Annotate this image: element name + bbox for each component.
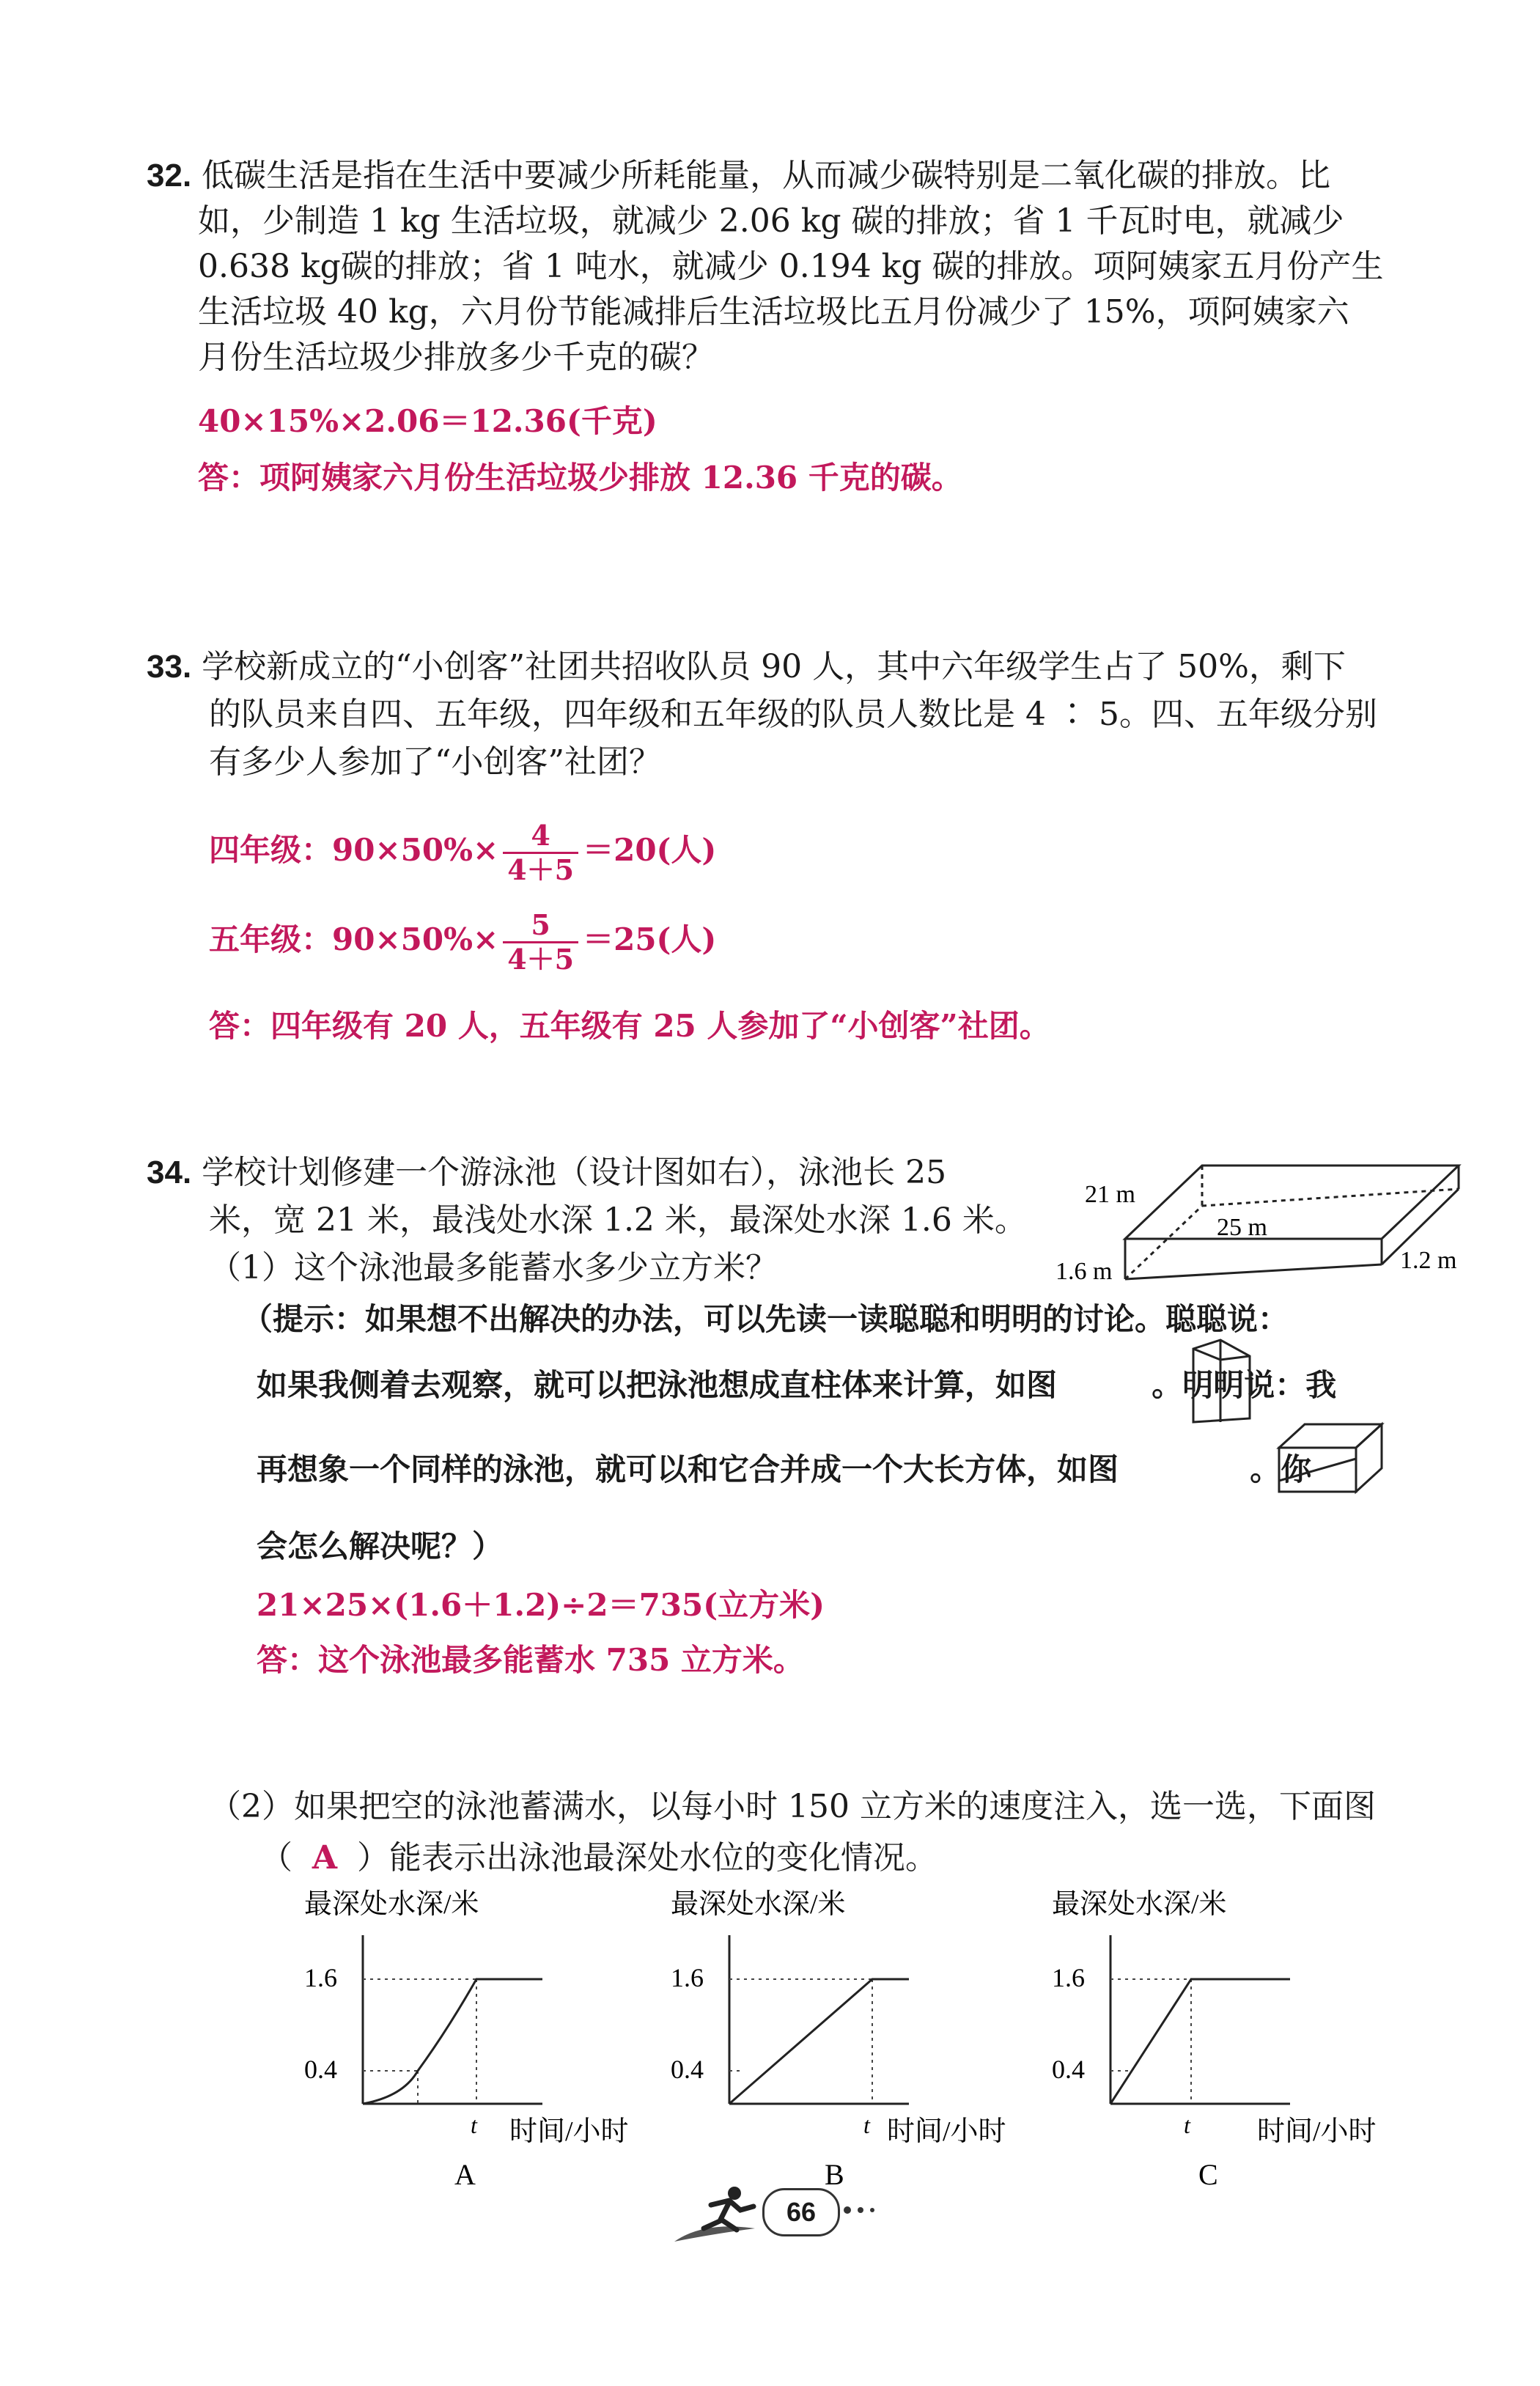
- q33-grade5-calc: [209, 903, 716, 976]
- graph-a-letter: A: [454, 2158, 476, 2191]
- q34-hint-line-4: 会怎么解决呢？）: [257, 1528, 504, 1564]
- q34-answer-text: 答：这个泳池最多能蓄水 735 立方米。: [257, 1642, 804, 1678]
- q34-part1: （1）这个泳池最多能蓄水多少立方米？: [209, 1249, 778, 1286]
- q32-line-1: [147, 154, 1330, 198]
- q33-grade4-pre: 90×50%×: [332, 832, 499, 868]
- q33-grade5-post: ＝25(人): [583, 921, 717, 957]
- q32-text-1: 低碳生活是指在生活中要减少所耗能量，从而减少碳特别是二氧化碳的排放。比: [202, 157, 1331, 194]
- graph-b-ylabel: 最深处水深/米: [671, 1889, 846, 1920]
- q33-grade4-numerator: 4: [503, 820, 578, 854]
- graph-c-letter: C: [1198, 2158, 1218, 2191]
- graph-c-curve: [1110, 1979, 1290, 2104]
- q33-line-2: 的队员来自四、五年级，四年级和五年级的队员人数比是 4 ∶ 5。四、五年级分别: [209, 696, 1377, 733]
- q33-number: 33.: [147, 649, 192, 685]
- pool-shallow-label: 1.2 m: [1400, 1247, 1457, 1274]
- q33-grade5-numerator: 5: [503, 909, 578, 943]
- q34-hint-line-2: [257, 1363, 1336, 1407]
- graph-a-xlabel: 时间/小时: [509, 2116, 629, 2147]
- q34-line-1: [147, 1151, 946, 1195]
- q34-answer-calc: 21×25×(1.6＋1.2)÷2＝735(立方米): [257, 1587, 825, 1623]
- q34-hint-line-3a: 再想象一个同样的泳池，就可以和它合并成一个大长方体，如图: [257, 1451, 1119, 1487]
- q34-hint-line-3: [257, 1448, 1311, 1492]
- q34-number: 34.: [147, 1155, 192, 1190]
- pool-deep-label: 1.6 m: [1055, 1258, 1113, 1285]
- graph-a-t-label: t: [471, 2112, 477, 2138]
- graph-b-t-label: t: [863, 2112, 870, 2138]
- graph-a: [301, 1884, 682, 2192]
- q32-line-3: 0.638 kg碳的排放；省 1 吨水，就减少 0.194 kg 碳的排放。项阿姨家五月份产生: [198, 248, 1384, 285]
- graph-c: [1048, 1884, 1429, 2192]
- q34-part2-text: ）能表示出泳池最深处水位的变化情况。: [357, 1839, 937, 1877]
- prism-sketch: [1187, 1334, 1257, 1429]
- q34-part2-paren-open: （: [260, 1839, 292, 1877]
- q33-line-3: 有多少人参加了“小创客”社团？: [209, 743, 661, 781]
- pool-diagram: [1055, 1151, 1466, 1297]
- q32-answer-calc: 40×15%×2.06＝12.36(千克): [198, 403, 657, 439]
- q32-number: 32.: [147, 158, 192, 194]
- q33-grade4-post: ＝20(人): [583, 832, 717, 868]
- graph-c-ytick-1: 1.6: [1052, 1963, 1085, 1992]
- q32-line-4: 生活垃圾 40 kg，六月份节能减排后生活垃圾比五月份减少了 15%，项阿姨家六: [198, 293, 1349, 331]
- graph-a-curve: [363, 1979, 542, 2104]
- q33-grade5-fraction: [503, 909, 578, 976]
- q33-grade4-calc: [209, 814, 716, 887]
- q34-hint-line-2a: 如果我侧着去观察，就可以把泳池想成直柱体来计算，如图: [257, 1367, 1058, 1403]
- graph-a-ylabel: 最深处水深/米: [304, 1889, 479, 1920]
- q33-grade4-fraction: [503, 820, 578, 886]
- graph-a-ytick-1: 1.6: [304, 1963, 337, 1992]
- q33-grade5-denominator: 4＋5: [507, 942, 575, 976]
- q34-hint-line-1: （提示：如果想不出解决的办法，可以先读一读聪聪和明明的讨论。聪聪说：: [242, 1301, 1289, 1337]
- page-dots-icon: [841, 2203, 885, 2217]
- q34-part2-line-1: （2）如果把空的泳池蓄满水，以每小时 150 立方米的速度注入，选一选，下面图: [209, 1788, 1376, 1825]
- graph-a-ytick-2: 0.4: [304, 2055, 337, 2084]
- q33-grade5-label: 五年级：: [209, 921, 333, 957]
- graph-b-ytick-2: 0.4: [671, 2055, 704, 2084]
- graph-b: [667, 1884, 1048, 2192]
- q33-text-1: 学校新成立的“小创客”社团共招收队员 90 人，其中六年级学生占了 50%，剩下: [202, 648, 1346, 685]
- q33-grade5-pre: 90×50%×: [332, 921, 499, 957]
- q34-part2-answer-choice: A: [312, 1839, 338, 1877]
- pool-length-label: 25 m: [1217, 1214, 1267, 1241]
- graph-c-ytick-2: 0.4: [1052, 2055, 1085, 2084]
- q32-line-2: 如，少制造 1 kg 生活垃圾，就减少 2.06 kg 碳的排放；省 1 千瓦时电，就减少: [198, 202, 1344, 240]
- q34-line-2: 米，宽 21 米，最浅处水深 1.2 米，最深处水深 1.6 米。: [209, 1201, 1027, 1239]
- q33-answer-text: 答：四年级有 20 人，五年级有 25 人参加了“小创客”社团。: [209, 1008, 1050, 1044]
- graph-c-t-label: t: [1184, 2112, 1190, 2138]
- q34-text-1: 学校计划修建一个游泳池（设计图如右），泳池长 25: [202, 1154, 947, 1191]
- cuboid-sketch: [1275, 1418, 1385, 1499]
- pool-width-label: 21 m: [1085, 1181, 1135, 1208]
- page-number: 66: [762, 2188, 840, 2236]
- q34-hint-line-2b: 。明明说：我: [1152, 1367, 1337, 1403]
- q32-answer-text: 答：项阿姨家六月份生活垃圾少排放 12.36 千克的碳。: [198, 460, 962, 496]
- runner-logo-icon: [667, 2177, 770, 2250]
- graph-b-ytick-1: 1.6: [671, 1963, 704, 1992]
- q33-grade4-label: 四年级：: [209, 832, 333, 868]
- q34-part2-line-2: [260, 1836, 937, 1880]
- q33-grade4-denominator: 4＋5: [507, 853, 575, 886]
- graph-c-xlabel: 时间/小时: [1257, 2116, 1377, 2147]
- q34-hint-line-3b: 。你: [1250, 1451, 1312, 1487]
- graph-c-ylabel: 最深处水深/米: [1052, 1889, 1227, 1920]
- graph-b-curve: [729, 1979, 909, 2104]
- q32-line-5: 月份生活垃圾少排放多少千克的碳？: [198, 339, 714, 376]
- q33-line-1: [147, 645, 1346, 689]
- graph-b-letter: B: [825, 2158, 844, 2191]
- graph-b-xlabel: 时间/小时: [887, 2116, 1006, 2147]
